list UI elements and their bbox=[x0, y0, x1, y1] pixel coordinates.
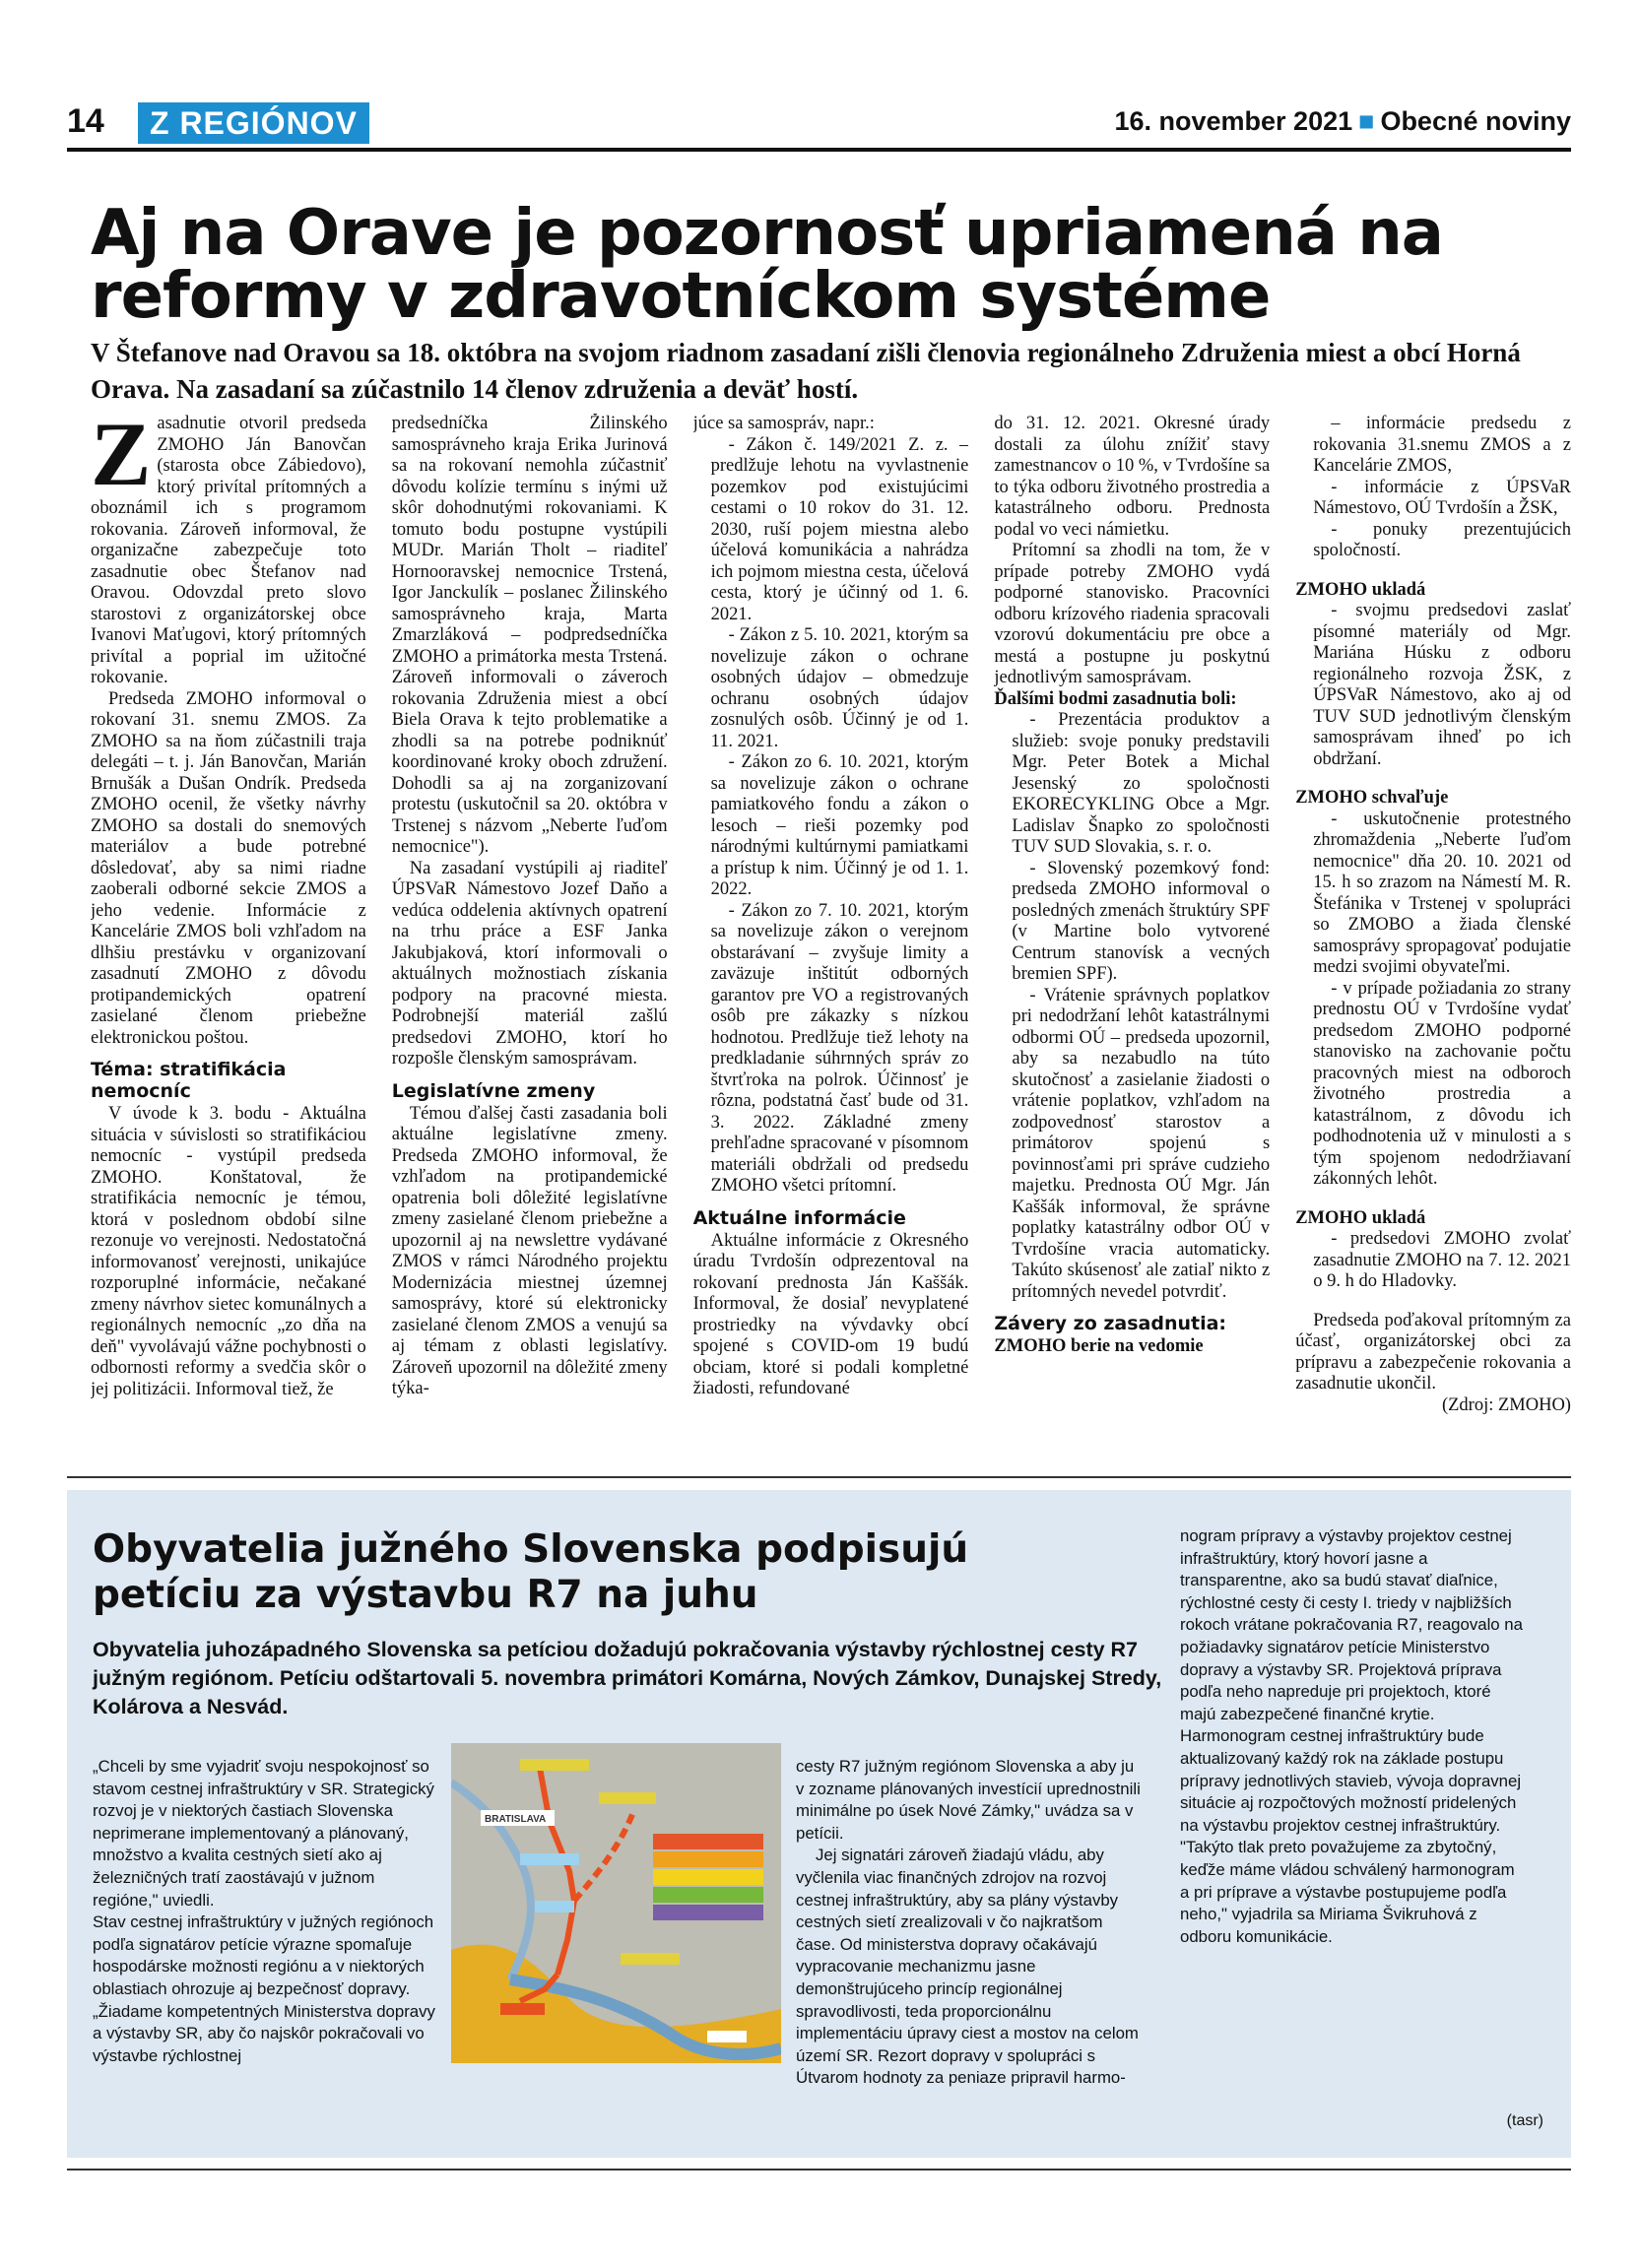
list-item: - Zákon č. 149/2021 Z. z. – predlžuje lehotu na vyvlastnenie pozemkov pod existujúcimi cestami o 10 rokov do 31. 12. 2030, ruší pojem miestna alebo účelová komunikácia a nahrádza ich pojmom miestna cesta, účelová cesta, ktorý je účinný od 1. 6. 2021. bbox=[710, 434, 969, 624]
route-map-graphic bbox=[451, 1743, 781, 2063]
list-item: - Zákon z 5. 10. 2021, ktorým sa novelizuje zákon o ochrane osobných údajov – obmedzuje ochranu osobných údajov zosnulých osôb. Účinný je od 1. 11. 2021. bbox=[710, 625, 969, 751]
subheading: Legislatívne zmeny bbox=[391, 1079, 596, 1102]
article-lead: V Štefanove nad Oravou sa 18. októbra na svojom riadnom zasadaní zišli členovia regionálneho Združenia miest a obcí Horná Orava. Na zasadaní sa zúčastnilo 14 členov združenia a deväť hostí. bbox=[91, 338, 1521, 404]
divider bbox=[67, 2169, 1571, 2171]
page-header bbox=[67, 102, 1571, 152]
paragraph: Predseda poďakoval prítomným za účasť, organizátorskej obci za prípravu a zabezpečenie rokovania a zasadnutie ukončil. bbox=[1295, 1310, 1571, 1393]
article-title: Aj na Orave je pozornosť upriamená na reformy v zdravotníckom systéme bbox=[91, 197, 1443, 333]
box-credit: (tasr) bbox=[1506, 2112, 1543, 2129]
box-title: Obyvatelia južného Slovenska podpisujú petíciu za výstavbu R7 na juhu bbox=[93, 1527, 969, 1617]
list-item: - Zákon zo 6. 10. 2021, ktorým sa novelizuje zákon o ochrane pamiatkového fondu a zákon o lesoch – rieši pozemky pod národnými kultúrnymi pamiatkami a prístup k nim. Účinný je od 1. 1. 2022. bbox=[710, 752, 969, 899]
paragraph-text: asadnutie otvoril predseda ZMOHO Ján Banovčan (starosta obce Zábiedovo), ktorý privítal prítomných a oboznámil ich s programom rokovania. Zároveň informoval, že organizačne zabezpečuje toto zasadnutie obec Štefanov nad Oravou. Odovzdal preto slovo starostovi z organizátorskej obce Ivanovi Maťugovi, ktorý prítomných privítal a poprial im užitočné rokovanie. bbox=[91, 414, 366, 687]
paragraph: Témou ďalšej časti zasadania boli aktuálne legislatívne zmeny. Predseda ZMOHO informoval, že vzhľadom na protipandemické opatrenia boli dôležité legislatívne zmeny zasielané členom priebežne a upozornil aj na newslettre vydávané ZMOS v rámci Národného projektu Modernizácia miestnej územnej samosprávy, ktoré sú elektronicky zasielané členom ZMOS a venujú sa aj témam z oblasti legislatívy. Zároveň upozornil na dôležité zmeny týka- bbox=[391, 1103, 668, 1398]
drop-cap: Z bbox=[91, 414, 152, 504]
list-item: – informácie predsedu z rokovania 31.snemu ZMOS a z Kancelárie ZMOS, bbox=[1313, 414, 1571, 476]
paragraph: Jej signatári zároveň žiadajú vládu, aby vyčlenila viac finančných zdrojov na rozvoj cestnej infraštruktúry, aby sa plány výstavby cestných sietí zrealizovali v čo najkratšom čase. Od ministerstva dopravy očakávajú vypracovanie mechanizmu jasne demonštrujúceho princíp regionálnej spravodlivosti, teda proporcionálnu implementáciu úpravy ciest a mostov na celom území SR. Rezort dopravy v spolupráci s Útvarom hodnoty za peniaze pripravil harmo- bbox=[796, 1846, 1139, 2088]
column-3 bbox=[693, 414, 969, 1453]
list-item: - Zákon zo 7. 10. 2021, ktorým sa novelizuje zákon o verejnom obstarávaní – zvyšuje limity a zaväzuje inštitút odborných garantov pre VO a registrovaných osôb pre zákazky s nízkou hodnotou. Predlžuje tiež lehoty na predkladanie súhrnných správ zo štvrťroka na polrok. Účinnosť je rôzna, podstatná časť bude od 31. 3. 2022. Základné zmeny prehľadne spracované v písomnom materiáli obdržali od predsedu ZMOHO všetci prítomní. bbox=[710, 900, 969, 1196]
divider bbox=[67, 1476, 1571, 1478]
paragraph: „Chceli by sme vyjadriť svoju nespokojnosť so stavom cestnej infraštruktúry v SR. Strategický rozvoj je v niektorých častiach Slovenska neprimerane implementovaný a plánovaný, množstvo a kvalita cestných sietí ako aj železničných tratí zaostávajú v južnom regióne," uviedli. bbox=[93, 1757, 434, 1910]
box-column-2 bbox=[796, 1756, 1141, 2110]
list-item: - predsedovi ZMOHO zvolať zasadnutie ZMOHO na 7. 12. 2021 o 9. h do Hladovky. bbox=[1313, 1229, 1571, 1291]
list-item: - ponuky prezentujúcich spoločností. bbox=[1313, 519, 1571, 560]
subheading: Aktuálne informácie bbox=[692, 1206, 906, 1229]
subheading: Téma: stratifikácia nemocníc bbox=[91, 1059, 287, 1102]
inline-heading: ZMOHO schvaľuje bbox=[1295, 788, 1449, 808]
list-item: - svojmu predsedovi zaslať písomné materiály od Mgr. Mariána Húsku z odboru regionálneho rozvoja ŽSK, z ÚPSVaR Námestovo, ako aj od TUV SUD jednotlivým členským samosprávam ihneď po ich obdržaní. bbox=[1313, 601, 1571, 769]
column-1 bbox=[91, 414, 366, 1453]
column-5 bbox=[1295, 414, 1571, 1453]
inline-heading: Ďalšími bodmi zasadnutia boli: bbox=[994, 688, 1237, 709]
section-label: Z REGIÓNOV bbox=[138, 102, 369, 144]
list-item: - Vrátenie správnych poplatkov pri nedodržaní lehôt katastrálnymi odbormi OÚ – predseda upozornil, aby sa nezabudlo na túto skutočnosť a zasielanie žiadosti o vrátenie poplatkov, vzhľadom na zodpovednosť starostov a primátorov spojenú s povinnosťami pri správe cudzieho majetku. Prednosta OÚ Mgr. Ján Kaššák informoval, že správne poplatky katastrálny odbor OÚ v Tvrdošíne vracia automaticky. Takúto skúsenosť ale zatiaľ nikto z prítomných nevedel potvrdiť. bbox=[1012, 985, 1271, 1302]
paragraph: Stav cestnej infraštruktúry v južných regiónoch podľa signatárov petície výrazne spomaľuje hospodárske možnosti regiónu a v niektorých oblastiach ohrozuje aj bezpečnosť dopravy. „Žiadame kompetentných Ministerstva dopravy a výstavby SR, aby čo najskôr pokračovali vo výstavbe rýchlostnej bbox=[93, 1912, 435, 2065]
paragraph: cesty R7 južným regiónom Slovenska a aby ju v zozname plánovaných investícií uprednostnili minimálne po úsek Nové Zámky," uvádza sa v petícii. bbox=[796, 1757, 1141, 1843]
subheading: Závery zo zasadnutia: bbox=[994, 1313, 1227, 1334]
map-city-label: BRATISLAVA bbox=[485, 1814, 547, 1825]
paragraph: V úvode k 3. bodu - Aktuálna situácia v súvislosti so stratifikáciou nemocníc - vystúpil predseda ZMOHO. Konštatoval, že stratifikácia nemocníc je témou, ktorá v poslednom období silne rezonuje vo verejnosti. Nedostatočná informovanosť verejnosti, unikajúce rozporuplné informácie, nečakané zmeny návrhov sietec komunálnych a regionálnych nemocníc „zo dňa na deň" vyvolávajú vážne pochybnosti o odbornosti reformy a svedčia skôr o jej politizácii. Informoval tiež, že bbox=[91, 1104, 366, 1399]
inline-heading: ZMOHO ukladá bbox=[1295, 1207, 1426, 1228]
paragraph: Na zasadaní vystúpili aj riaditeľ ÚPSVaR Námestovo Jozef Daňo a vedúca oddelenia aktívnych opatrení na trhu práce a ESF Janka Jakubjaková, ktorí informovali o aktuálnych možnostiach získania podpory na pracovné miesta. Podrobnejší materiál zašlú predsedovi ZMOHO, ktorí ho rozpošle členským samosprávam. bbox=[391, 858, 668, 1069]
list-item: - Prezentácia produktov a služieb: svoje ponuky predstavili Mgr. Peter Botek a Michal Jesenský zo spoločnosti EKORECYKLING Obce a Mgr. Ladislav Šnapko zo spoločnosti TUV SUD Slovakia, s. r. o. bbox=[1012, 710, 1271, 857]
paragraph: nogram prípravy a výstavby projektov cestnej infraštruktúry, ktorý hovorí jasne a transparentne, ako sa budú stavať diaľnice, rýchlostné cesty či cesty I. triedy v najbližších rokoch vrátane pokračovania R7, reagovalo na požiadavky signatárov petície Ministerstvo dopravy a výstavby SR. Projektová príprava podľa neho napreduje pri projektoch, ktoré majú zabezpečené finančné krytie. Harmonogram cestnej infraštruktúry bude aktualizovaný každý rok na základe postupu prípravy jednotlivých stavieb, vývoja dopravnej situácie aj rozpočtových možností pridelených na výstavbu projektov cestnej infraštruktúry. "Takýto tlak preto považujeme za zbytočný, keďže máme vládou schválený harmonogram a pri príprave a výstavbe postupujeme podľa neho," vyjadrila sa Miriama Švikruhová z odboru komunikácie. bbox=[1180, 1526, 1523, 1946]
issue-date: 16. november 2021 bbox=[1114, 106, 1353, 136]
publication-name: Obecné noviny bbox=[1380, 106, 1571, 136]
paragraph: Prítomní sa zhodli na tom, že v prípade potreby ZMOHO vydá podporné stanovisko. Pracovníci odboru krízového riadenia spracovali vzorovú dokumentáciu pre obce a mestá a postupne ju poskytnú jednotlivým samosprávam. bbox=[994, 541, 1271, 687]
list-item: - Slovenský pozemkový fond: predseda ZMOHO informoval o posledných zmenách štruktúry SPF (v Martine bolo vytvorené Centrum stanovísk a vecných bremien SPF). bbox=[1012, 858, 1271, 984]
inline-heading: ZMOHO berie na vedomie bbox=[994, 1336, 1204, 1356]
page-number: 14 bbox=[67, 102, 104, 140]
box-column-3 bbox=[1180, 1525, 1525, 2106]
list-item: - uskutočnenie protestného zhromaždenia „Neberte ľuďom nemocnice" dňa 20. 10. 2021 od 15. h so zrazom na Námestí M. R. Štefánika v Trstenej v spolupráci so ZMOBO a žiada členské samosprávy spropagovať podujatie medzi svojimi obyvateľmi. bbox=[1313, 809, 1571, 977]
paragraph: do 31. 12. 2021. Okresné úrady dostali za úlohu znížiť stavy zamestnancov o 10 %, v Tvrdošíne sa to týka odboru životného prostredia a katastrálneho odboru. Prednosta podal vo veci námietku. bbox=[994, 414, 1271, 540]
column-4 bbox=[994, 414, 1270, 1453]
route-map-image bbox=[451, 1743, 781, 2063]
paragraph bbox=[91, 414, 366, 689]
paragraph: júce sa samospráv, napr.: bbox=[692, 414, 875, 433]
paragraph: predsedníčka Žilinského samosprávneho kraja Erika Jurinová sa na rokovaní nemohla zúčastniť dôvodu kolízie termínu s inými už skôr dohodnutými rokovaniami. K tomuto bodu postupne vystúpili MUDr. Marián Tholt – riaditeľ Hornooravskej nemocnice Trstená, Igor Janckulík – poslanec Žilinského samosprávneho kraja, Marta Zmarzláková – podpredsedníčka ZMOHO a primátorka mesta Trstená. Zároveň informovali o záveroch rokovania Združenia miest a obcí Biela Orava k tejto problematike a zhodli sa na potrebe podniknúť koordinované kroky oboch združení. Dohodli sa aj na zorganizovaní protestu (uskutočnil sa 20. októbra v Trstenej s názvom „Neberte ľuďom nemocnice"). bbox=[391, 414, 668, 857]
inline-heading: ZMOHO ukladá bbox=[1295, 579, 1426, 600]
article-body bbox=[91, 414, 1571, 1453]
box-column-1 bbox=[93, 1756, 437, 2110]
paragraph: Aktuálne informácie z Okresného úradu Tvrdošín odprezentoval na rokovaní prednosta Ján Kaššák. Informoval, že dosiaľ nevyplatené prostriedky na vývdavky obcí spojené s COVID-om 19 budú obciam, ktoré si podali kompletné žiadosti, refundované bbox=[692, 1230, 969, 1398]
column-2 bbox=[392, 414, 668, 1453]
list-item: - v prípade požiadania zo strany prednostu OÚ v Tvrdošíne vydať predsedom ZMOHO podporné stanovisko na zachovanie počtu pracovných miest na odboroch životného prostredia a katastrálnom, z dôvodu ich podhodnotenia už v minulosti a s tým spojenom nedodržiavaní zákonných lehôt. bbox=[1313, 978, 1571, 1189]
box-lead: Obyvatelia juhozápadného Slovenska sa petíciou dožadujú pokračovania výstavby rýchlostnej cesty R7 južným regiónom. Petíciu odštartovali 5. novembra primátori Komárna, Nových Zámkov, Dunajskej Stredy, Kolárova a Nesvád. bbox=[93, 1638, 1162, 1718]
sidebar-article-box bbox=[67, 1490, 1571, 2158]
source-credit: (Zdroj: ZMOHO) bbox=[1441, 1394, 1571, 1415]
dateline bbox=[1114, 106, 1571, 137]
paragraph: Predseda ZMOHO informoval o rokovaní 31. snemu ZMOS. Za ZMOHO sa na ňom zúčastnili traja delegáti – t. j. Ján Banovčan, Marián Brnušák a Dušan Ondrík. Predseda ZMOHO ocenil, že všetky návrhy ZMOHO sa dostali do snemových materiálov a bude potrebné dôsledovať, aby sa nimi riadne zaoberali odborné sekcie ZMOS a jeho vedenie. Informácie z Kancelárie ZMOS boli vzhľadom na dlhšiu prestávku v organizovaní zasadnutí ZMOHO z dôvodu protipandemických opatrení zasielané členom priebežne elektronickou poštou. bbox=[91, 688, 366, 1048]
list-item: - informácie z ÚPSVaR Námestovo, OÚ Tvrdošín a ŽSK, bbox=[1313, 477, 1571, 518]
separator-dot-icon: ■ bbox=[1358, 106, 1375, 136]
